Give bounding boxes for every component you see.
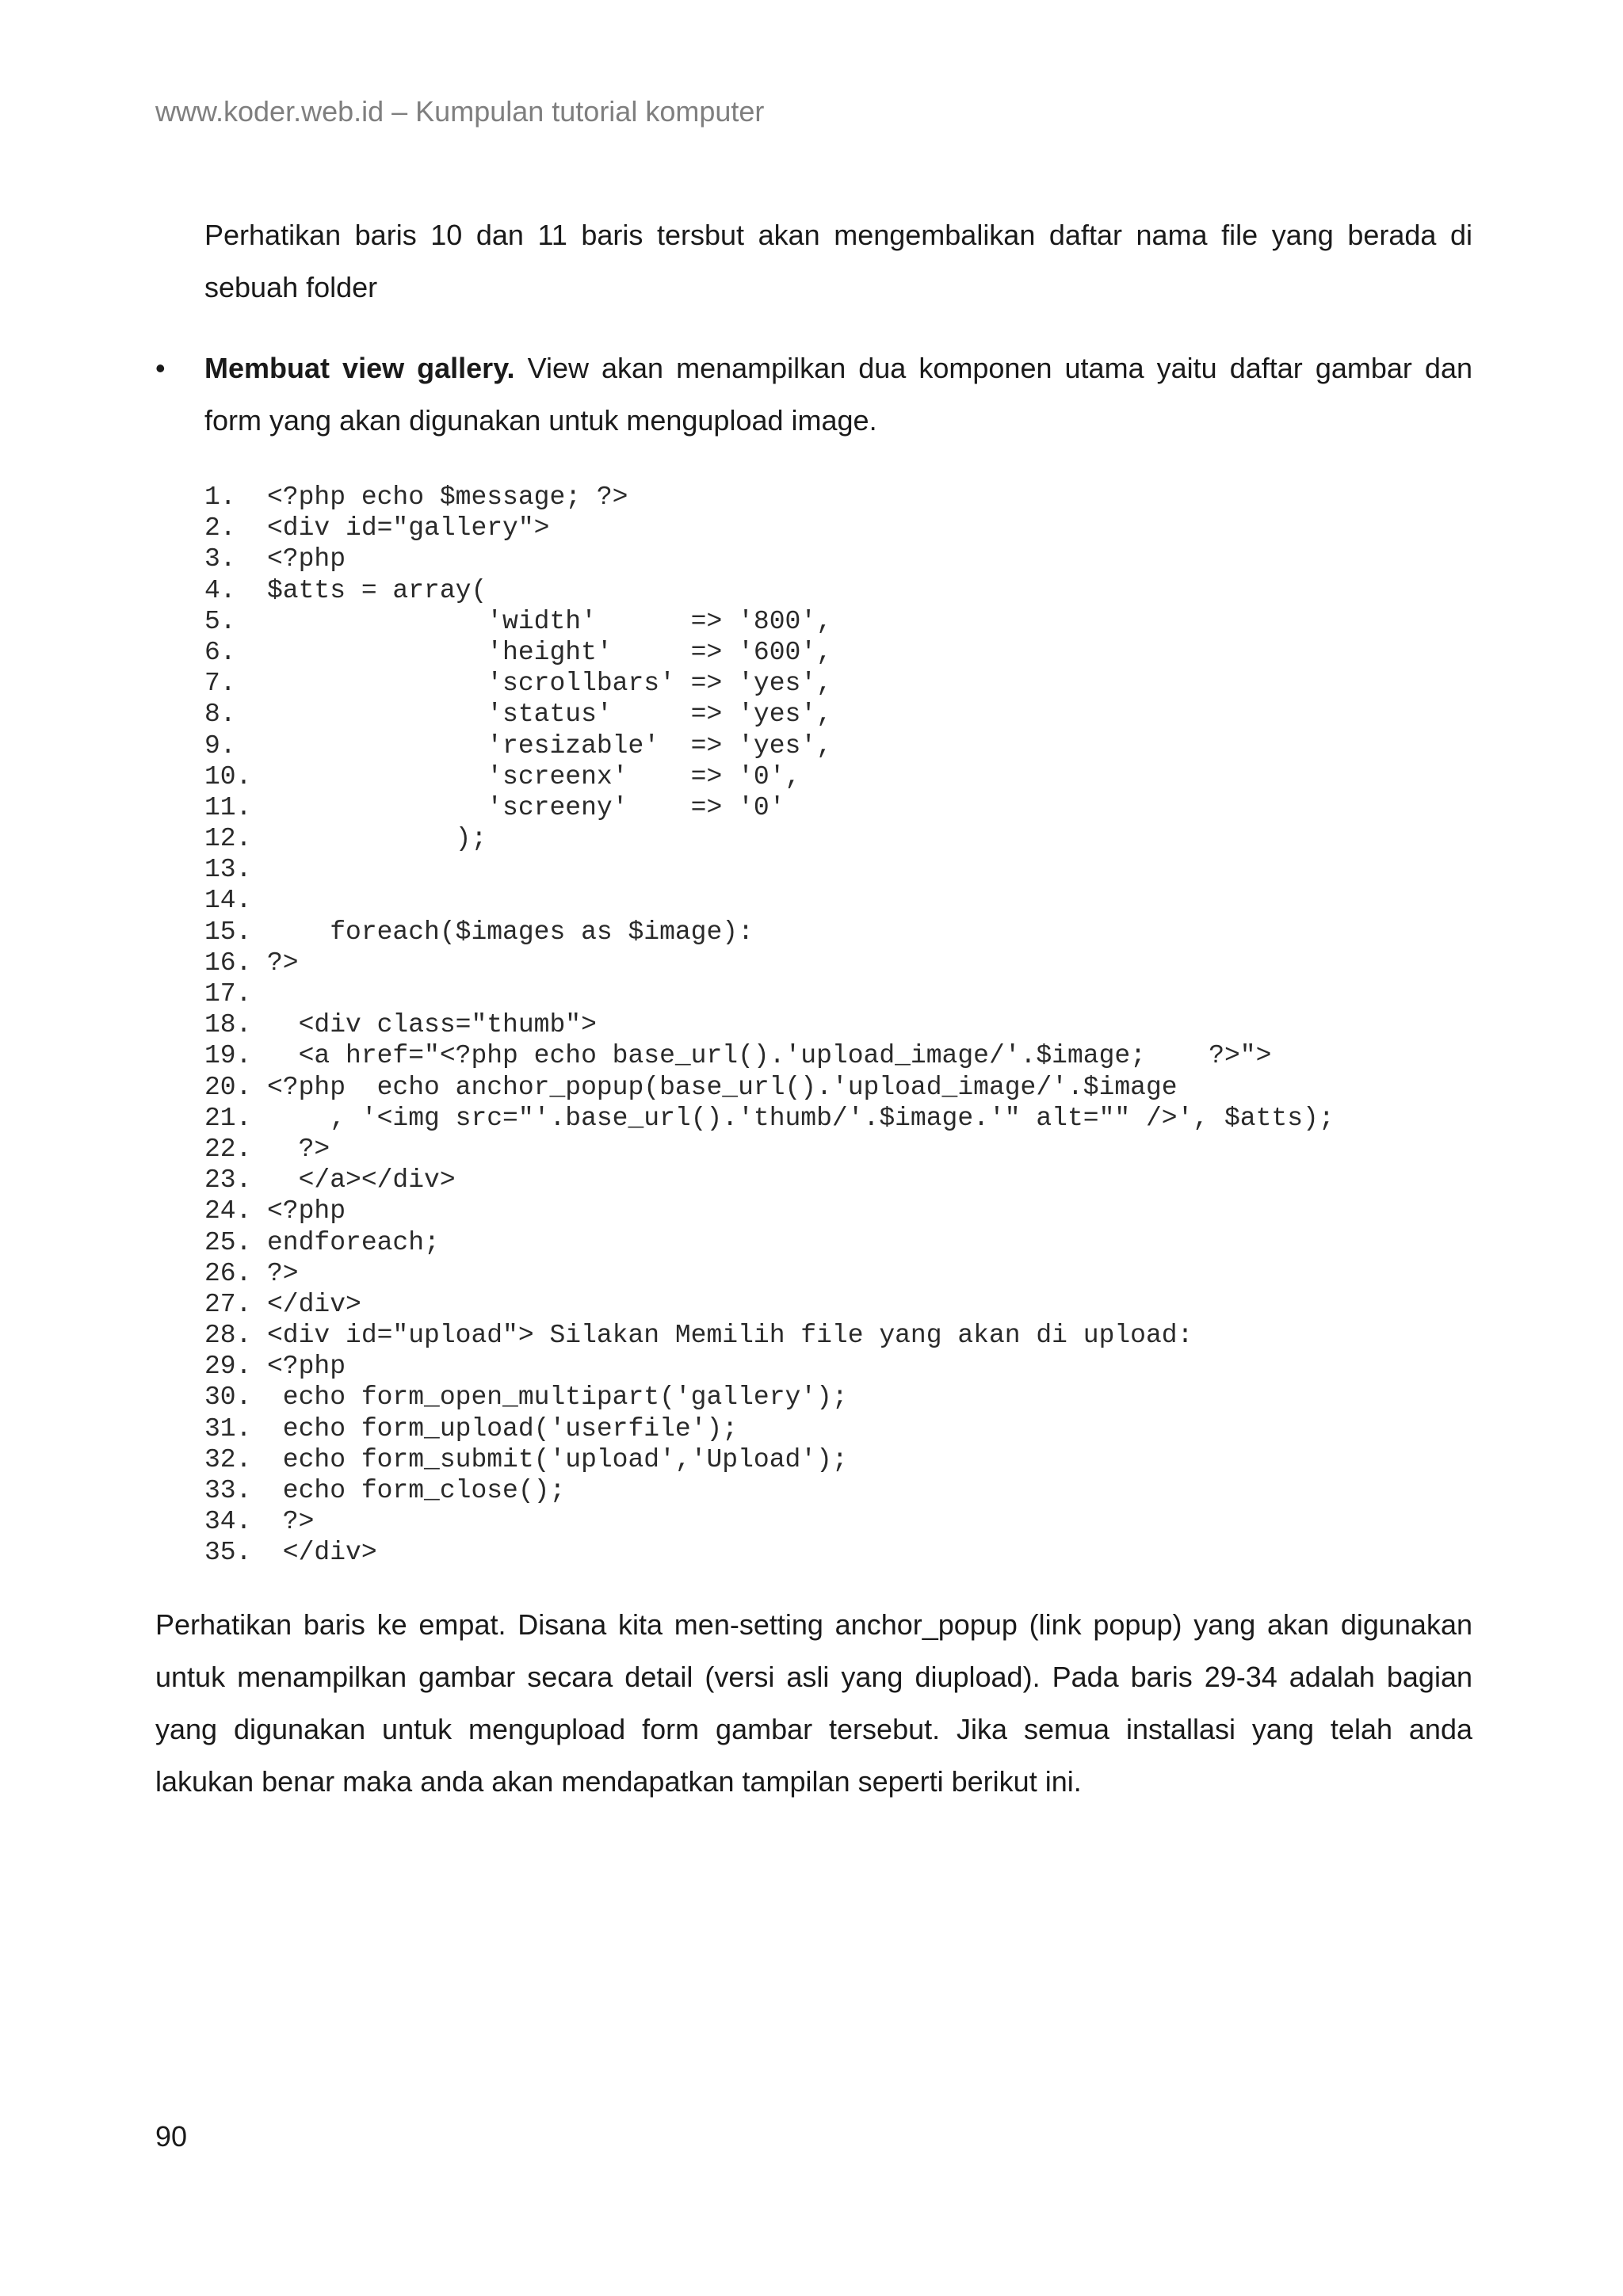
code-line	[204, 761, 1472, 792]
code-text: 'resizable' => 'yes',	[267, 730, 832, 761]
line-number: 15.	[204, 917, 252, 947]
line-number: 8.	[204, 700, 236, 730]
line-number: 1.	[204, 482, 236, 512]
code-text: endforeach;	[267, 1227, 440, 1257]
code-line	[204, 668, 1472, 699]
code-line	[204, 948, 1472, 978]
code-text: echo form_close();	[267, 1476, 566, 1505]
line-number: 12.	[204, 824, 252, 854]
line-number: 26.	[204, 1258, 252, 1288]
code-text: , '<img src="'.base_url().'thumb/'.$image.'" alt="" />', $atts);	[267, 1103, 1335, 1133]
code-text: ?>	[267, 1258, 299, 1288]
code-line	[204, 1227, 1472, 1258]
code-text: );	[267, 824, 487, 854]
line-number: 30.	[204, 1383, 252, 1413]
line-number: 34.	[204, 1507, 252, 1537]
code-listing	[204, 482, 1472, 1569]
code-line	[204, 699, 1472, 730]
code-text: <div class="thumb">	[267, 1010, 597, 1040]
code-text: echo form_upload('userfile');	[267, 1413, 739, 1444]
code-line	[204, 1289, 1472, 1320]
line-number: 6.	[204, 637, 236, 667]
code-line	[204, 482, 1472, 513]
code-line	[204, 1382, 1472, 1413]
line-number: 33.	[204, 1476, 252, 1505]
code-text: ?>	[267, 1507, 315, 1537]
code-line	[204, 885, 1472, 916]
line-number: 21.	[204, 1103, 252, 1133]
page-number: 90	[155, 2120, 188, 2153]
line-number: 4.	[204, 575, 236, 605]
code-line	[204, 854, 1472, 885]
code-text: </div>	[267, 1289, 361, 1319]
code-text: 'width' => '800',	[267, 606, 832, 636]
bullet-text	[204, 342, 1472, 447]
line-number: 32.	[204, 1444, 252, 1474]
code-text: </div>	[267, 1538, 377, 1568]
code-text: 'height' => '600',	[267, 637, 832, 667]
line-number: 3.	[204, 544, 236, 574]
code-line	[204, 1258, 1472, 1289]
code-text: <?php echo anchor_popup(base_url().'upload_image/'.$image	[267, 1072, 1178, 1102]
line-number: 20.	[204, 1072, 252, 1102]
code-text: <?php echo $message; ?>	[267, 482, 628, 512]
code-line	[204, 1475, 1472, 1506]
page-header: www.koder.web.id – Kumpulan tutorial komputer	[155, 95, 765, 128]
code-line	[204, 1537, 1472, 1568]
line-number: 16.	[204, 948, 252, 978]
code-text: 'screeny' => '0'	[267, 792, 785, 822]
code-text: echo form_open_multipart('gallery');	[267, 1383, 848, 1413]
line-number: 31.	[204, 1413, 252, 1444]
code-text: <a href="<?php echo base_url().'upload_image/'.$image; ?>">	[267, 1041, 1272, 1071]
code-text: </a></div>	[267, 1165, 456, 1196]
bullet-icon: •	[155, 352, 166, 384]
code-text: $atts = array(	[267, 575, 487, 605]
code-line	[204, 1040, 1472, 1071]
code-line	[204, 575, 1472, 606]
code-line	[204, 823, 1472, 854]
line-number: 29.	[204, 1352, 252, 1382]
code-line	[204, 513, 1472, 543]
code-text: <div id="upload"> Silakan Memilih file yang akan di upload:	[267, 1321, 1193, 1351]
code-line	[204, 1103, 1472, 1134]
code-text: 'scrollbars' => 'yes',	[267, 669, 832, 699]
code-line	[204, 1506, 1472, 1537]
line-number: 11.	[204, 792, 252, 822]
code-line	[204, 606, 1472, 637]
line-number: 14.	[204, 886, 252, 916]
code-text: foreach($images as $image):	[267, 917, 754, 947]
code-line	[204, 917, 1472, 948]
code-text: <?php	[267, 544, 346, 574]
line-number: 13.	[204, 855, 252, 885]
line-number: 22.	[204, 1134, 252, 1164]
code-line	[204, 1351, 1472, 1382]
line-number: 18.	[204, 1010, 252, 1040]
line-number: 35.	[204, 1538, 252, 1568]
line-number: 10.	[204, 761, 252, 791]
code-line	[204, 1320, 1472, 1351]
code-text: 'screenx' => '0',	[267, 761, 801, 791]
code-line	[204, 1444, 1472, 1475]
code-line	[204, 1072, 1472, 1103]
code-text: <div id="gallery">	[267, 513, 550, 543]
line-number: 7.	[204, 669, 236, 699]
line-number: 25.	[204, 1227, 252, 1257]
line-number: 28.	[204, 1321, 252, 1351]
bullet-bold-lead: Membuat view gallery.	[204, 352, 515, 384]
line-number: 2.	[204, 513, 236, 543]
code-text: ?>	[267, 948, 299, 978]
code-text: 'status' => 'yes',	[267, 700, 832, 730]
code-text: ?>	[267, 1134, 330, 1164]
code-line	[204, 1165, 1472, 1196]
code-line	[204, 637, 1472, 668]
code-line	[204, 543, 1472, 574]
code-line	[204, 1413, 1472, 1444]
line-number: 17.	[204, 979, 252, 1009]
line-number: 23.	[204, 1165, 252, 1196]
line-number: 24.	[204, 1196, 252, 1226]
line-number: 9.	[204, 730, 236, 761]
code-text: <?php	[267, 1352, 346, 1382]
code-line	[204, 1196, 1472, 1226]
line-number: 5.	[204, 606, 236, 636]
code-line	[204, 1134, 1472, 1165]
bullet-body: View akan menampilkan dua komponen utama yaitu daftar gambar dan form yang akan digunakan untuk mengupload image.	[204, 352, 1472, 437]
code-line	[204, 792, 1472, 823]
explanation-paragraph: Perhatikan baris ke empat. Disana kita men-setting anchor_popup (link popup) yang akan digunakan untuk menampilkan gambar secara detail (versi asli yang diupload). Pada baris 29-34 adalah bagian yang digunakan untuk mengupload form gambar tersebut. Jika semua installasi yang telah anda lakukan benar maka anda akan mendapatkan tampilan seperti berikut ini.	[155, 1608, 1472, 1798]
code-text: <?php	[267, 1196, 346, 1226]
line-number: 19.	[204, 1041, 252, 1071]
line-number: 27.	[204, 1289, 252, 1319]
code-line	[204, 1009, 1472, 1040]
intro-paragraph: Perhatikan baris 10 dan 11 baris tersbut akan mengembalikan daftar nama file yang berada di sebuah folder	[204, 219, 1472, 303]
code-text: echo form_submit('upload','Upload');	[267, 1444, 848, 1474]
code-line	[204, 730, 1472, 761]
code-line	[204, 978, 1472, 1009]
